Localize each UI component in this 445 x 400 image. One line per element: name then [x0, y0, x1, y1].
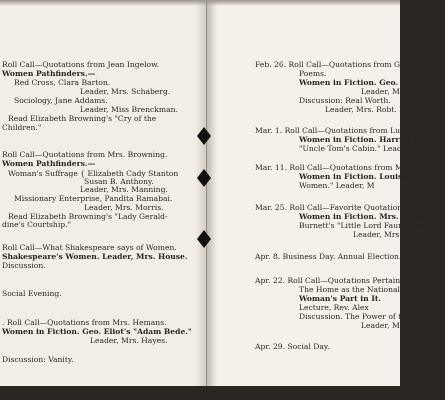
text-line: Discussion: Real Worth.: [299, 96, 391, 105]
text-line: Lecture, Rev. Alex: [299, 303, 369, 312]
text-line: "Uncle Tom's Cabin." Leader, I: [299, 144, 417, 153]
text-line: Mar. 1. Roll Call—Quotations from Lucy I: [255, 126, 414, 135]
text-line: dine's Courtship.": [2, 220, 72, 229]
text-line: Social Evening.: [2, 289, 62, 298]
text-line: Poems.: [299, 69, 327, 78]
text-line: Read Elizabeth Browning's "Cry of the: [8, 114, 157, 123]
text-line: Women in Fiction. Mrs. Frances: [299, 212, 435, 221]
text-line: Leader, M: [361, 87, 400, 96]
text-line: Apr. 22. Roll Call—Quotations Pertaining to: [255, 276, 423, 285]
text-line: Missionary Enterprise, Pandita Ramabai.: [14, 194, 173, 203]
text-line: Discussion.: [2, 261, 46, 270]
text-line: Roll Call—Quotations from Mrs. Browning.: [2, 150, 168, 159]
page-bottom-edge: [0, 386, 400, 400]
text-line: Apr. 29. Social Day.: [255, 342, 330, 351]
text-line: Shakespeare's Women. Leader, Mrs. House.: [2, 252, 188, 261]
text-line: Mar. 25. Roll Call—Favorite Quotations.: [255, 203, 409, 212]
text-line: Women Pathfinders.—: [2, 69, 96, 78]
left-page: [0, 0, 207, 400]
text-line: Roll Call—Quotations from Jean Ingelow.: [2, 60, 160, 69]
text-line: . Roll Call—Quotations from Mrs. Hemans.: [2, 318, 167, 327]
text-line: Women in Fiction. Harriet Beech: [299, 135, 440, 144]
text-line: Burnett's "Little Lord Fauntleroy.: [299, 221, 427, 230]
binding-gutter: [195, 0, 217, 400]
text-line: Read Elizabeth Browning's "Lady Gerald-: [8, 212, 168, 221]
text-line: Feb. 26. Roll Call—Quotations from Geo. E: [255, 60, 420, 69]
text-line: Susan B. Anthony.: [84, 177, 154, 186]
text-line: Discussion: Vanity.: [2, 355, 74, 364]
text-line: Leader, Mrs. Manning.: [80, 185, 168, 194]
text-line: Leader, Mrs.: [353, 230, 402, 239]
text-line: Leader, Mrs. Morris.: [84, 203, 164, 212]
text-line: Leader, Mrs. Schaberg.: [80, 87, 171, 96]
text-line: Children.": [2, 123, 42, 132]
text-line: Apr. 8. Business Day. Annual Election.: [255, 252, 402, 261]
text-line: Woman's Suffrage { Elizabeth Cady Stanton: [8, 169, 179, 178]
text-line: Leader, Mrs. Robt. N.: [325, 105, 408, 114]
text-line: Discussion. The Power of the Pa: [299, 312, 423, 321]
text-line: Women in Fiction. Louisa M. Alco: [299, 172, 443, 181]
text-line: Red Cross, Clara Barton.: [14, 78, 111, 87]
text-line: Women Pathfinders.—: [2, 159, 96, 168]
text-line: Leader, M: [361, 321, 400, 330]
text-line: Mar. 11. Roll Call—Quotations from Miss A: [255, 163, 421, 172]
text-line: Leader, Mrs. Hayes.: [90, 336, 168, 345]
page-top-shadow: [0, 0, 400, 6]
text-line: Woman's Part in It.: [299, 294, 382, 303]
text-line: Sociology, Jane Addams.: [14, 96, 108, 105]
text-line: Women in Fiction. Geo. Eliot's "Adam Bede.": [2, 327, 192, 336]
text-line: The Home as the National Social: [299, 285, 426, 294]
right-page: [207, 0, 445, 400]
text-line: Women in Fiction. Geo. Eliot's "Ad: [299, 78, 445, 87]
text-line: Roll Call—What Shakespeare says of Women.: [2, 243, 177, 252]
text-line: Leader, Miss Brenckman.: [80, 105, 178, 114]
text-line: Women." Leader, M: [299, 181, 375, 190]
